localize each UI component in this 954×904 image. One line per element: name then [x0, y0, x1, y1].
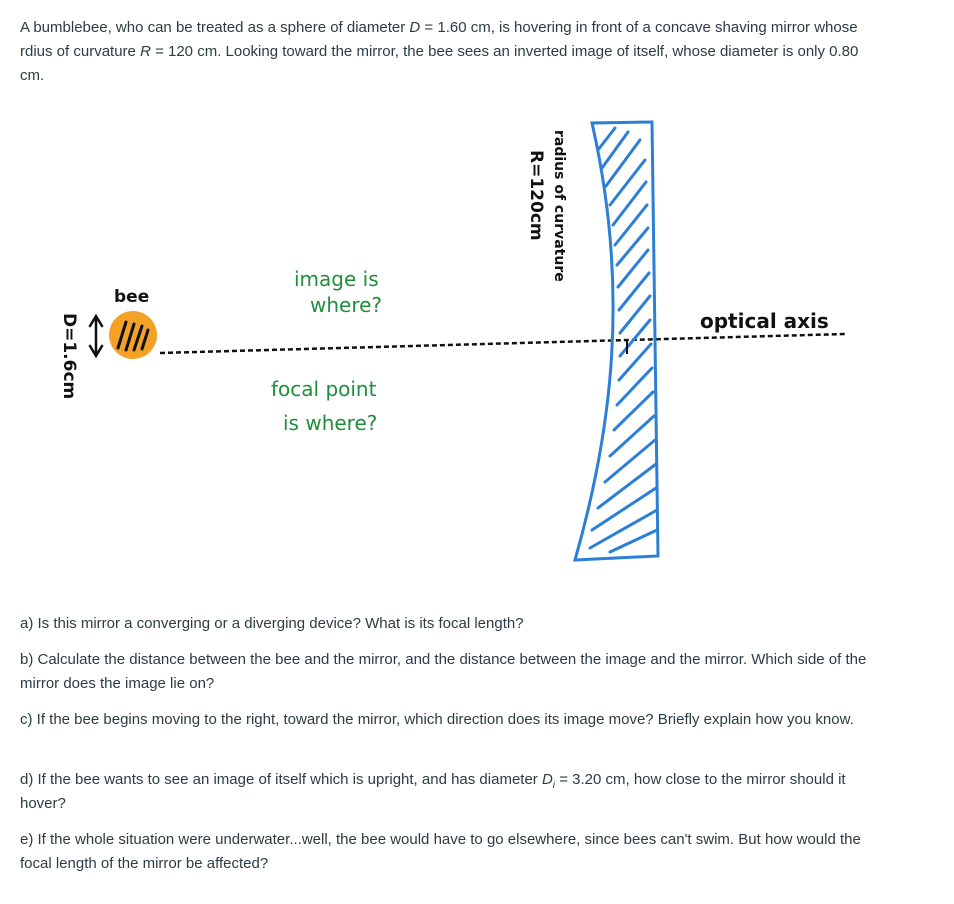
- diameter-label: D=1.6cm: [59, 313, 79, 400]
- focal-note-line1: focal point: [271, 377, 377, 401]
- intro-text-3: = 120 cm. Looking toward the mirror, the bee sees an inverted image of itself, whose diameter is only 0.80 cm.: [20, 43, 859, 84]
- radius-note-line2: R=120cm: [526, 150, 546, 241]
- radius-symbol: R: [140, 43, 151, 60]
- question-d: [20, 768, 870, 816]
- question-a: a) Is this mirror a converging or a diverging device? What is its focal length?: [20, 615, 524, 632]
- diameter-symbol: D: [409, 19, 421, 36]
- intro-text-1: A bumblebee, who can be treated as a sphere of diameter: [20, 19, 410, 36]
- problem-statement: [20, 16, 870, 88]
- bee-label: bee: [114, 287, 150, 307]
- focal-note-line2: is where?: [283, 411, 378, 435]
- intro-text-2: = 1.60 cm, is hovering in front of a concave shaving mirror whose rdius of curvature: [20, 19, 858, 60]
- optical-axis-label: optical axis: [700, 309, 829, 333]
- question-d-text-2: = 3.20 cm, how close to the mirror should it hover?: [20, 771, 846, 812]
- image-note-line2: where?: [310, 293, 383, 317]
- image-note-line1: image is: [294, 267, 379, 291]
- radius-note-line1: radius of curvature: [551, 130, 567, 282]
- image-diameter-subscript: i: [552, 780, 556, 791]
- diameter-arrow: [90, 316, 102, 356]
- optical-axis-line: [160, 334, 845, 353]
- bee-sphere: [109, 311, 157, 359]
- question-c: c) If the bee begins moving to the right, toward the mirror, which direction does its image move? Briefly explain how you know.: [20, 711, 854, 728]
- question-b: b) Calculate the distance between the bee and the mirror, and the distance between the image and the mirror. Which side of the mirror does the image lie on?: [20, 651, 867, 692]
- mirror-diagram: [0, 100, 954, 580]
- image-diameter-symbol: D: [541, 771, 553, 788]
- question-e: e) If the whole situation were underwater...well, the bee would have to go elsewhere, since bees can't swim. But how would the focal length of the mirror be affected?: [20, 831, 861, 872]
- question-d-text-1: d) If the bee wants to see an image of itself which is upright, and has diameter: [20, 771, 542, 788]
